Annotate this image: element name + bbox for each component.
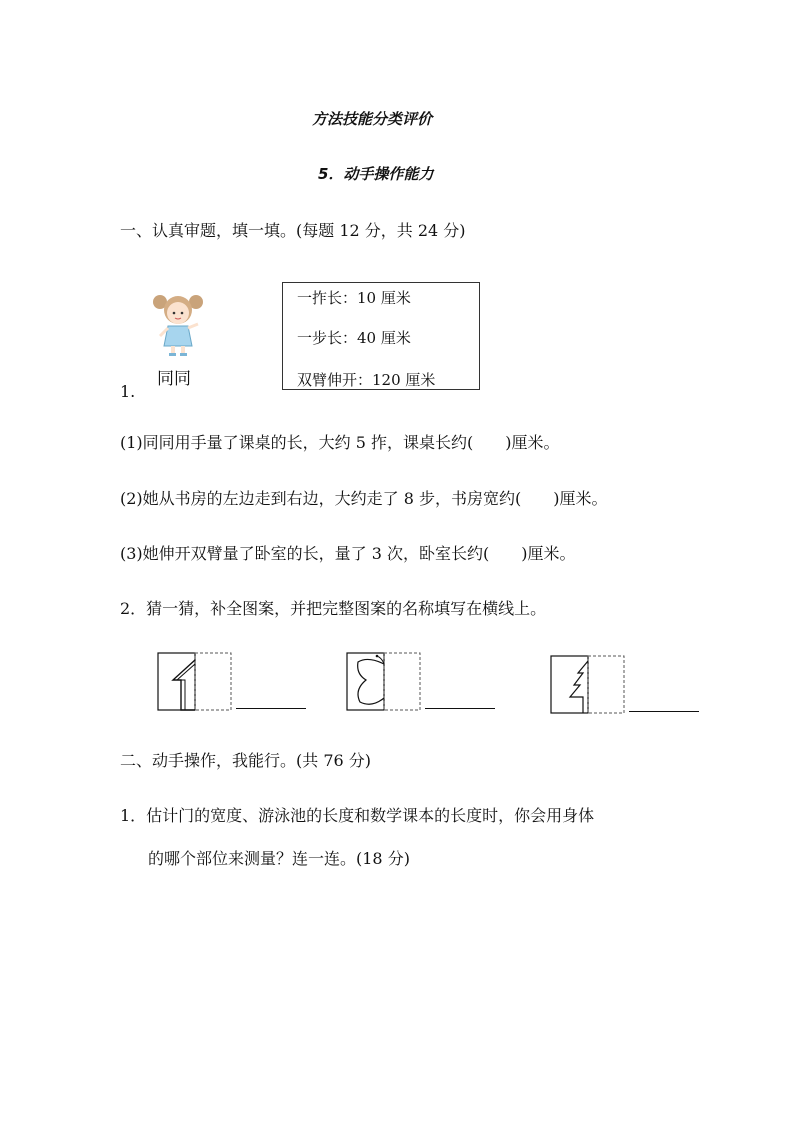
butterfly-half-icon (346, 652, 422, 712)
section2-q1-line1: 1．估计门的宽度、游泳池的长度和数学课本的长度时，你会用身体 (120, 806, 595, 825)
tree-half-icon (550, 655, 626, 715)
q1-sub1: (1)同同用手量了课桌的长，大约 5 拃，课桌长约( )厘米。 (120, 433, 560, 452)
character-name: 同同 (157, 369, 191, 389)
info-span: 一拃长：10 厘米 (297, 289, 411, 307)
answer-line-2[interactable] (425, 708, 495, 709)
info-step: 一步长：40 厘米 (297, 329, 411, 347)
section1-heading: 一、认真审题，填一填。(每题 12 分，共 24 分) (120, 221, 466, 240)
arrow-half-icon (157, 652, 233, 712)
answer-line-1[interactable] (236, 708, 306, 709)
q1-number: 1. (120, 382, 136, 401)
page-title: 5．动手操作能力 (318, 165, 434, 183)
q1-sub2: (2)她从书房的左边走到右边，大约走了 8 步，书房宽约( )厘米。 (120, 489, 608, 508)
q1-sub3: (3)她伸开双臂量了卧室的长，量了 3 次，卧室长约( )厘米。 (120, 544, 576, 563)
answer-line-3[interactable] (629, 711, 699, 712)
q2-text: 2．猜一猜，补全图案，并把完整图案的名称填写在横线上。 (120, 599, 547, 618)
info-arms: 双臂伸开：120 厘米 (297, 371, 436, 389)
section2-heading: 二、动手操作，我能行。(共 76 分) (120, 751, 372, 770)
girl-illustration (150, 290, 206, 358)
category-title: 方法技能分类评价 (312, 110, 433, 128)
section2-q1-line2: 的哪个部位来测量？连一连。(18 分) (148, 849, 410, 868)
info-box (282, 282, 480, 390)
